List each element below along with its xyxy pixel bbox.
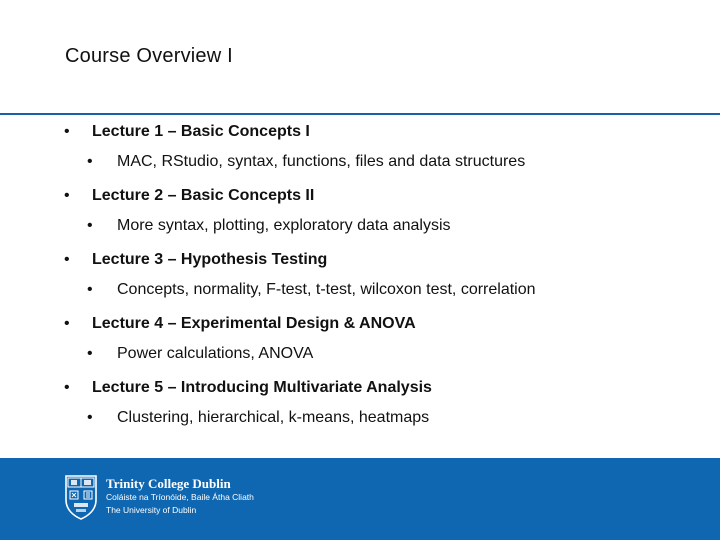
bullet-icon: • [87,153,93,170]
bullet-icon: • [87,281,93,298]
university-logo [64,474,374,520]
lecture-detail-text: MAC, RStudio, syntax, functions, files and data structures [117,153,526,170]
lecture-title [60,184,314,208]
lecture-title [60,248,327,272]
lecture-detail [87,342,313,366]
lecture-detail [87,278,536,302]
lecture-title-text: Lecture 1 – Basic Concepts I [92,123,310,140]
lecture-detail [87,150,525,174]
logo-wordmark [106,476,254,516]
lecture-title [60,376,432,400]
lecture-detail [87,406,429,430]
lecture-item-4 [60,312,700,376]
lecture-title-text: Lecture 2 – Basic Concepts II [92,187,315,204]
lecture-title [60,120,310,144]
lecture-title-text: Lecture 5 – Introducing Multivariate Analysis [92,379,432,396]
lecture-detail-text: Concepts, normality, F-test, t-test, wilcoxon test, correlation [117,281,536,298]
logo-irish-name: Coláiste na Tríonóide, Baile Átha Cliath [106,492,254,502]
lecture-item-3 [60,248,700,312]
trinity-crest-icon [64,474,98,520]
lecture-item-2 [60,184,700,248]
slide-title: Course Overview I [65,45,233,67]
bullet-icon: • [87,345,93,362]
lecture-title-text: Lecture 3 – Hypothesis Testing [92,251,328,268]
bullet-icon: • [64,123,70,140]
lecture-detail-text: More syntax, plotting, exploratory data analysis [117,217,451,234]
logo-subtitle: The University of Dublin [106,505,197,515]
lecture-detail [87,214,451,238]
lecture-item-5 [60,376,700,440]
lecture-detail-text: Power calculations, ANOVA [117,345,314,362]
lecture-detail-text: Clustering, hierarchical, k-means, heatmaps [117,409,430,426]
lecture-title [60,312,416,336]
lecture-list [60,120,700,440]
bullet-icon: • [87,409,93,426]
bullet-icon: • [64,379,70,396]
title-divider [0,113,720,115]
lecture-item-1 [60,120,700,184]
bullet-icon: • [64,315,70,332]
logo-name: Trinity College Dublin [106,476,231,491]
bullet-icon: • [64,251,70,268]
bullet-icon: • [87,217,93,234]
lecture-title-text: Lecture 4 – Experimental Design & ANOVA [92,315,416,332]
bullet-icon: • [64,187,70,204]
